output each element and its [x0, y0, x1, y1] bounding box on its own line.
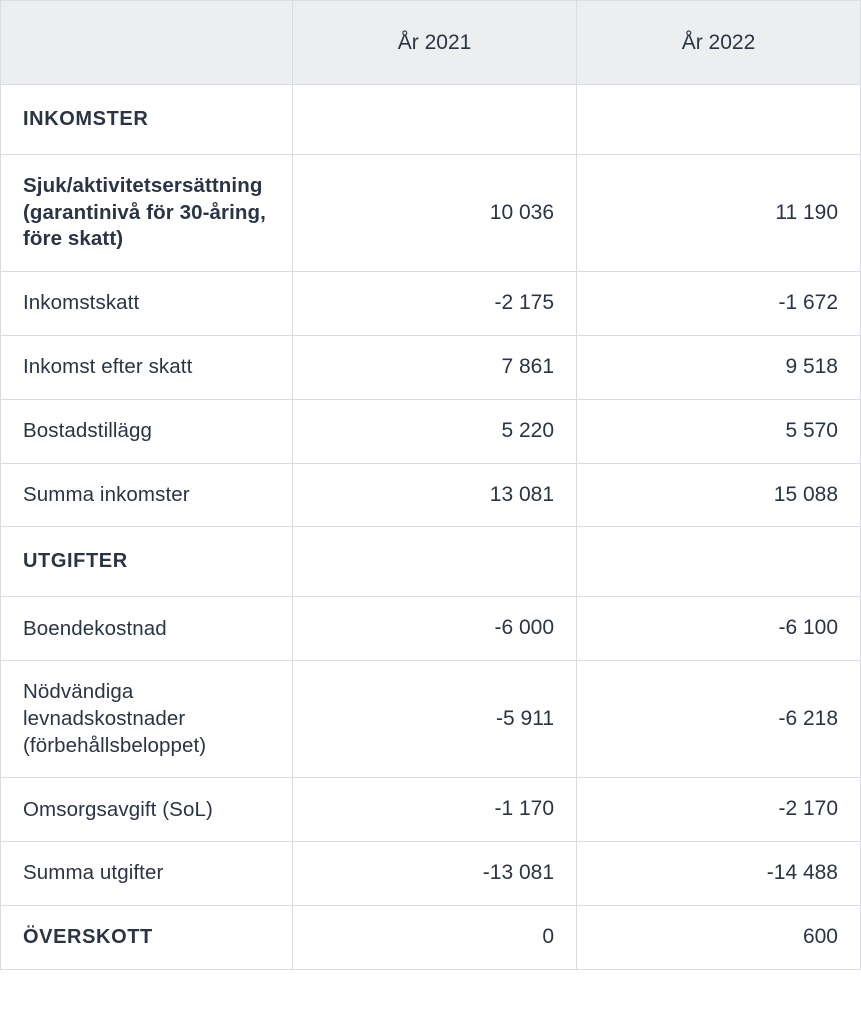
row-label: Inkomst efter skatt	[1, 335, 293, 399]
row-label: Boendekostnad	[1, 597, 293, 661]
column-header-year-2021: År 2021	[293, 1, 577, 85]
table-body	[1, 85, 861, 970]
row-value-2022	[577, 85, 861, 155]
table-header-row	[1, 1, 861, 85]
row-value-2021: 0	[293, 905, 577, 969]
row-label: UTGIFTER	[1, 527, 293, 597]
table-row	[1, 527, 861, 597]
row-value-2022: 15 088	[577, 463, 861, 527]
table-row	[1, 905, 861, 969]
row-value-2022: -6 218	[577, 661, 861, 778]
table-row	[1, 661, 861, 778]
column-header-year-2022: År 2022	[577, 1, 861, 85]
table-row	[1, 778, 861, 842]
row-value-2021: -13 081	[293, 842, 577, 906]
row-value-2022: 600	[577, 905, 861, 969]
column-header-label	[1, 1, 293, 85]
row-value-2021: -2 175	[293, 271, 577, 335]
row-label: ÖVERSKOTT	[1, 905, 293, 969]
row-value-2022: -2 170	[577, 778, 861, 842]
table-row	[1, 85, 861, 155]
row-value-2021: -1 170	[293, 778, 577, 842]
row-value-2021: 5 220	[293, 399, 577, 463]
table-row	[1, 335, 861, 399]
row-value-2021: 13 081	[293, 463, 577, 527]
row-label: Summa inkomster	[1, 463, 293, 527]
table-row	[1, 842, 861, 906]
table-row	[1, 597, 861, 661]
table-row	[1, 463, 861, 527]
table-row	[1, 271, 861, 335]
table-row	[1, 155, 861, 272]
row-label: Inkomstskatt	[1, 271, 293, 335]
row-value-2022	[577, 527, 861, 597]
row-value-2021	[293, 85, 577, 155]
row-value-2022: 9 518	[577, 335, 861, 399]
row-value-2022: -1 672	[577, 271, 861, 335]
table-row	[1, 399, 861, 463]
row-value-2021: 7 861	[293, 335, 577, 399]
row-value-2021: -6 000	[293, 597, 577, 661]
row-label: Omsorgsavgift (SoL)	[1, 778, 293, 842]
row-label: Summa utgifter	[1, 842, 293, 906]
row-value-2021	[293, 527, 577, 597]
row-label: Nödvändiga levnadskostnader (förbehållsbeloppet)	[1, 661, 293, 778]
row-value-2022: -14 488	[577, 842, 861, 906]
row-label: Sjuk/aktivitetsersättning (garantinivå för 30-åring, före skatt)	[1, 155, 293, 272]
row-value-2021: -5 911	[293, 661, 577, 778]
table-header	[1, 1, 861, 85]
row-value-2022: -6 100	[577, 597, 861, 661]
row-value-2022: 5 570	[577, 399, 861, 463]
row-label: INKOMSTER	[1, 85, 293, 155]
row-label: Bostadstillägg	[1, 399, 293, 463]
row-value-2021: 10 036	[293, 155, 577, 272]
row-value-2022: 11 190	[577, 155, 861, 272]
